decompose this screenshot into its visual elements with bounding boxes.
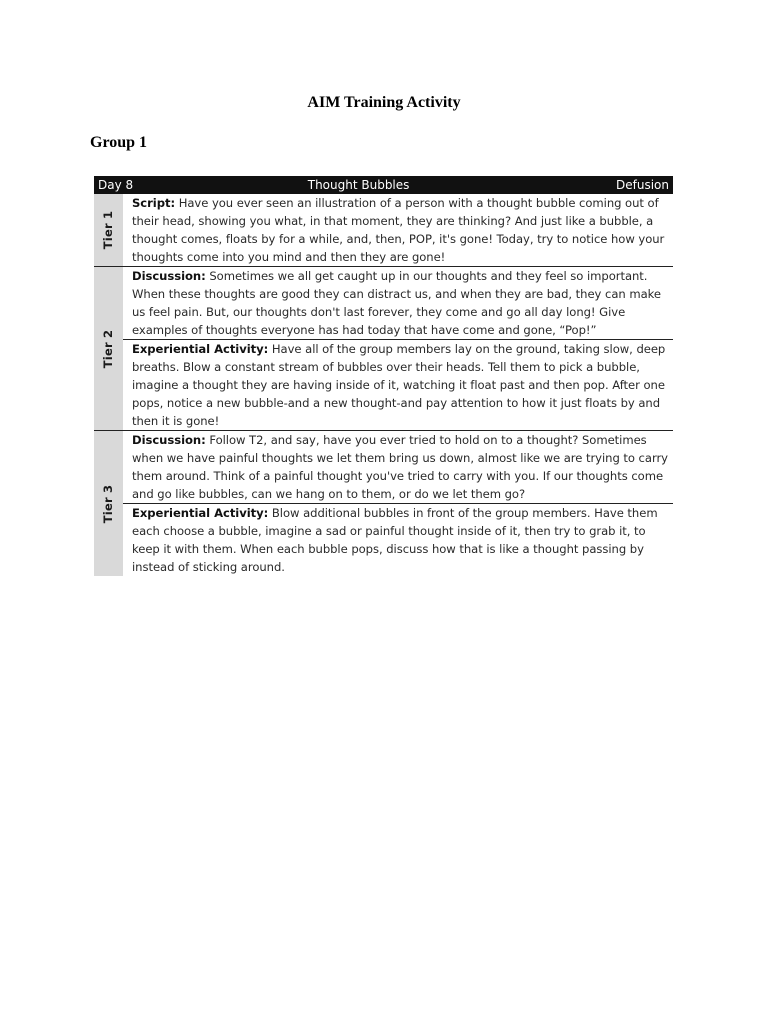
entry-heading: Discussion: <box>132 269 206 283</box>
tier-label: Tier 3 <box>101 484 116 523</box>
activity-topic: Thought Bubbles <box>307 178 410 192</box>
activity-table <box>94 176 673 576</box>
discussion-entry <box>123 267 673 339</box>
tier-label-cell <box>94 267 123 430</box>
entry-heading: Experiential Activity: <box>132 506 269 520</box>
tier-row-3 <box>94 431 673 576</box>
tier-label-cell <box>94 431 123 576</box>
entry-heading: Discussion: <box>132 433 206 447</box>
experiential-activity-entry <box>123 503 673 576</box>
entry-heading: Experiential Activity: <box>132 342 269 356</box>
activity-header <box>94 176 673 194</box>
day-label: Day 8 <box>98 178 134 192</box>
tier-label: Tier 1 <box>101 210 116 250</box>
tier-label: Tier 2 <box>101 329 116 368</box>
entry-text: Have all of the group members lay on the ground, taking slow, deep breaths. Blow a constant stream of bubbles over their heads. Tell them to pick a bubble, imagine a thought they are having inside of it, watching it float past and then pop. After one pops, notice a new bubble-and a new thought-and pay attention to how it just floats by and then it is gone! <box>132 342 666 428</box>
document-title: AIM Training Activity <box>307 94 461 111</box>
entry-heading: Script: <box>132 196 176 210</box>
entry-text: Sometimes we all get caught up in our thoughts and they feel so important. When these thoughts are good they can distract us, and when they are bad, they can make us feel pain. But, our thoughts don't last forever, they come and go all day long! Give examples of thoughts everyone has had today that have come and gone, “Pop!” <box>132 269 661 337</box>
entry-text: Blow additional bubbles in front of the group members. Have them each choose a bubble, imagine a sad or painful thought inside of it, then try to grab it, to keep it with them. When each bubble pops, discuss how that is like a thought passing by instead of sticking around. <box>132 506 658 574</box>
tier-content <box>123 267 673 430</box>
entry-text: Follow T2, and say, have you ever tried to hold on to a thought? Sometimes when we have painful thoughts we let them bring us down, almost like we are trying to carry them around. Think of a painful thought you've tried to carry with you. If our thoughts come and go like bubbles, can we hang on to them, or do we let them go? <box>132 433 668 501</box>
group-heading: Group 1 <box>90 134 148 151</box>
tier-row-1 <box>94 194 673 267</box>
tier-label-cell <box>94 194 123 266</box>
tier-row-2 <box>94 267 673 431</box>
activity-category: Defusion <box>616 178 669 192</box>
tier-content <box>123 431 673 576</box>
discussion-entry <box>123 431 673 503</box>
tier-content <box>123 194 673 266</box>
entry-text: Have you ever seen an illustration of a person with a thought bubble coming out of their head, showing you what, in that moment, they are thinking? And just like a bubble, a thought comes, floats by for a while, and, then, POP, it's gone! Today, try to notice how your thoughts come into you mind and then they are gone! <box>132 196 665 264</box>
script-entry <box>123 194 673 266</box>
experiential-activity-entry <box>123 339 673 430</box>
